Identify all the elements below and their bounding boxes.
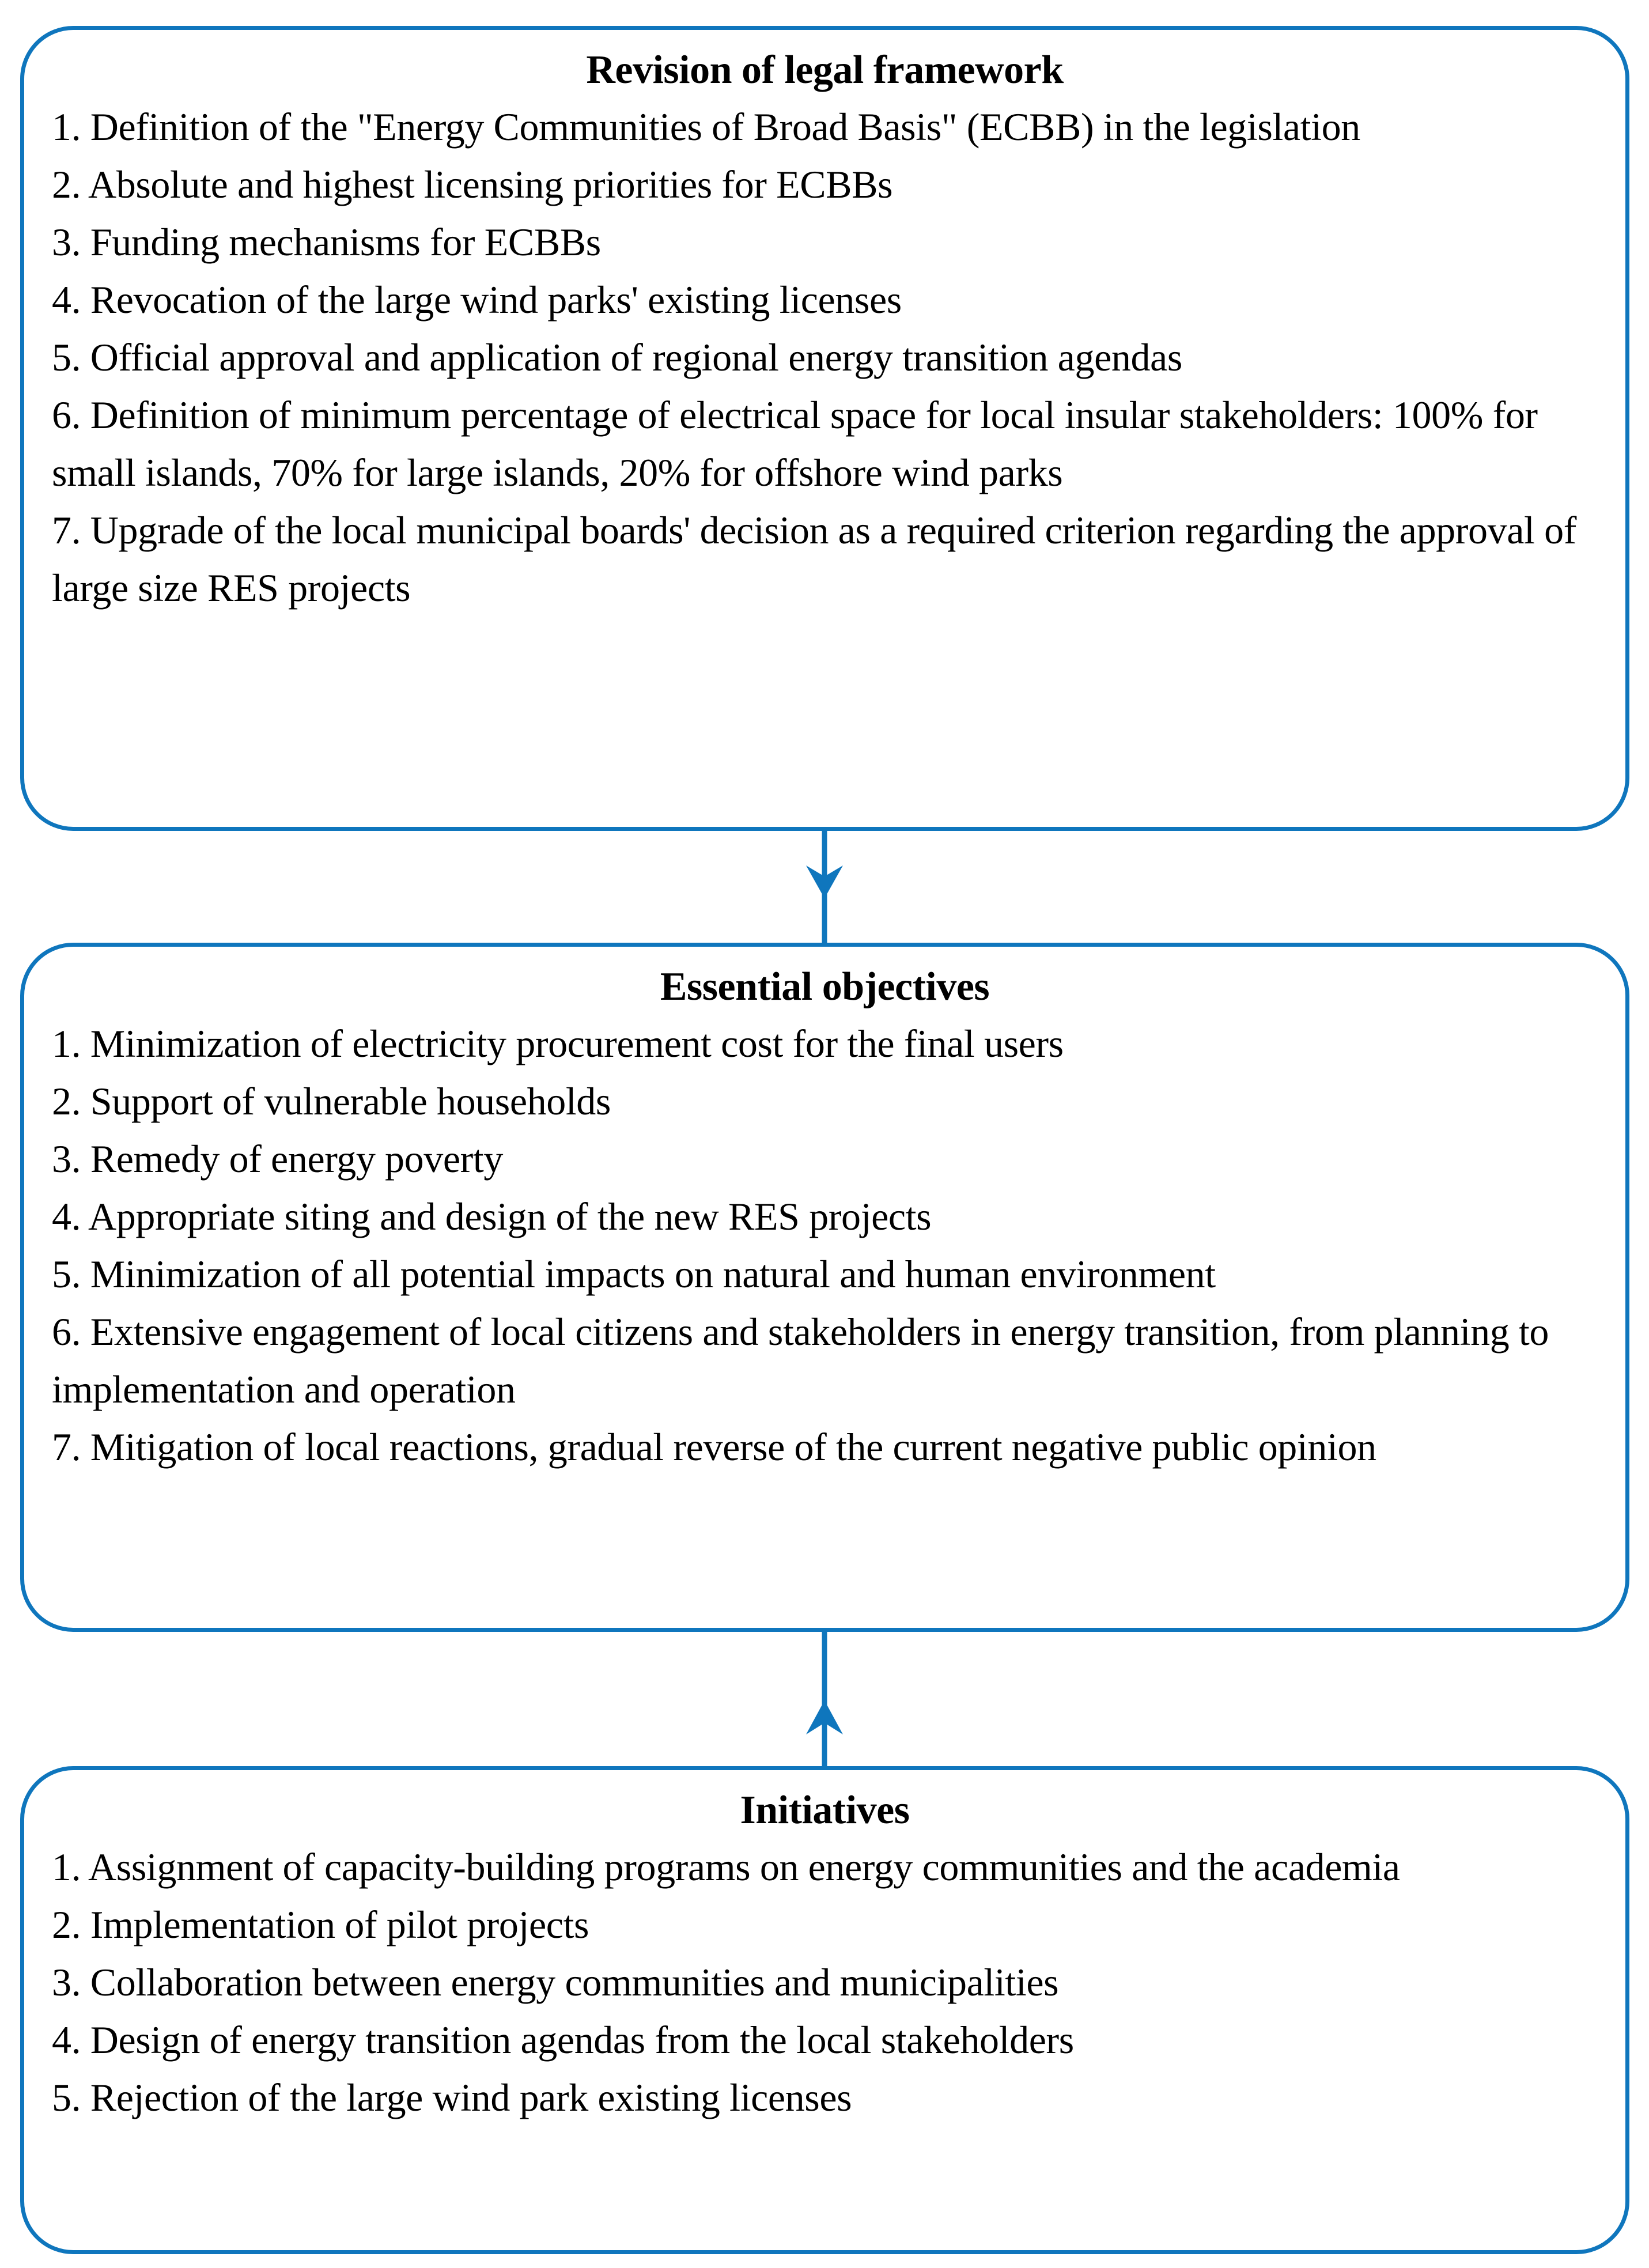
list-item: 7. Upgrade of the local municipal boards' decision as a required criterion regarding the approval of large size RES projects [52, 508, 1576, 610]
list-item: 1. Minimization of electricity procurement cost for the final users [52, 1022, 1064, 1065]
list-item: 5. Official approval and application of regional energy transition agendas [52, 335, 1182, 379]
node-content [52, 1783, 1598, 2126]
list-item: 2. Implementation of pilot projects [52, 1903, 589, 1946]
list-item: 3. Funding mechanisms for ECBBs [52, 220, 601, 264]
list-item: 1. Assignment of capacity-building programs on energy communities and the academia [52, 1845, 1400, 1889]
list-item: 3. Remedy of energy poverty [52, 1137, 503, 1181]
list-item: 2. Support of vulnerable households [52, 1079, 611, 1123]
list-item: 5. Rejection of the large wind park existing licenses [52, 2076, 852, 2119]
node-initiatives[interactable] [20, 1766, 1629, 2254]
list-item: 1. Definition of the "Energy Communities of Broad Basis" (ECBB) in the legislation [52, 105, 1360, 149]
list-item: 7. Mitigation of local reactions, gradual reverse of the current negative public opinion [52, 1425, 1376, 1469]
list-item: 4. Revocation of the large wind parks' existing licenses [52, 278, 902, 322]
list-item: 5. Minimization of all potential impacts on natural and human environment [52, 1252, 1216, 1296]
list-item: 2. Absolute and highest licensing priorities for ECBBs [52, 162, 893, 206]
list-item: 6. Definition of minimum percentage of electrical space for local insular stakeholders: 100% for small islands, 70% for large islands, 20% for offshore wind parks [52, 393, 1538, 494]
list-item: 4. Appropriate siting and design of the new RES projects [52, 1195, 932, 1238]
node-title: Revision of legal framework [586, 48, 1064, 92]
node-item-list [52, 1838, 1598, 2126]
list-item: 6. Extensive engagement of local citizens and stakeholders in energy transition, from planning to implementation and operation [52, 1310, 1549, 1411]
node-title: Initiatives [740, 1788, 910, 1832]
list-item: 4. Design of energy transition agendas from the local stakeholders [52, 2018, 1074, 2062]
node-title: Essential objectives [660, 965, 990, 1009]
list-item: 3. Collaboration between energy communities and municipalities [52, 1960, 1059, 2004]
